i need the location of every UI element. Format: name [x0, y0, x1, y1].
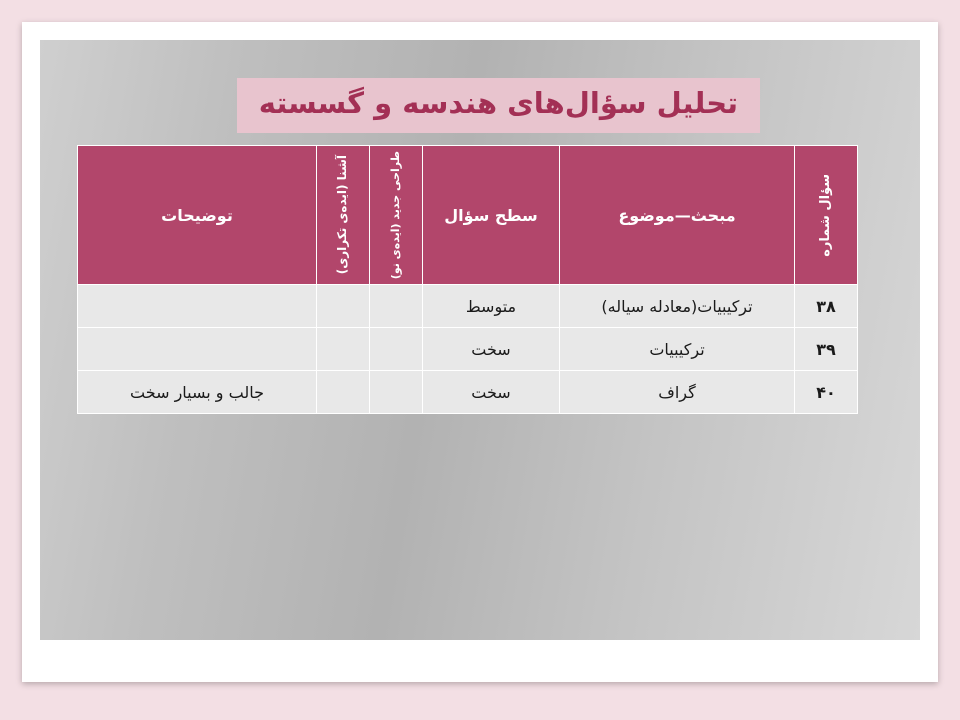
cell-familiar	[317, 328, 370, 371]
analysis-table-container	[108, 145, 858, 414]
cell-level: سخت	[423, 328, 560, 371]
column-header-number: سؤال شماره	[795, 146, 858, 285]
cell-level: سخت	[423, 371, 560, 414]
cell-familiar	[317, 371, 370, 414]
table-header	[78, 146, 858, 285]
cell-notes	[78, 328, 317, 371]
title-container	[250, 78, 760, 133]
cell-topic: ترکیبیات(معادله سیاله)	[560, 285, 795, 328]
column-header-familiar: آشنا (ایده‌ی تکراری)	[317, 146, 370, 285]
table-body	[78, 285, 858, 414]
cell-notes	[78, 285, 317, 328]
cell-new-design	[370, 285, 423, 328]
cell-level: متوسط	[423, 285, 560, 328]
page-title: تحلیل سؤال‌های هندسه و گسسته	[237, 78, 760, 133]
table-header-row	[78, 146, 858, 285]
slide	[22, 22, 938, 682]
table-row	[78, 371, 858, 414]
slide-content-area	[40, 40, 920, 640]
cell-new-design	[370, 371, 423, 414]
analysis-table	[77, 145, 858, 414]
cell-topic: ترکیبیات	[560, 328, 795, 371]
cell-number: ۳۸	[795, 285, 858, 328]
cell-new-design	[370, 328, 423, 371]
column-header-notes: توضیحات	[78, 146, 317, 285]
column-header-level: سطح سؤال	[423, 146, 560, 285]
column-header-new-design: طراحی جدید (ایده‌ی نو)	[370, 146, 423, 285]
column-header-topic: مبحث—موضوع	[560, 146, 795, 285]
table-row	[78, 285, 858, 328]
cell-familiar	[317, 285, 370, 328]
table-row	[78, 328, 858, 371]
cell-number: ۴۰	[795, 371, 858, 414]
cell-topic: گراف	[560, 371, 795, 414]
cell-number: ۳۹	[795, 328, 858, 371]
cell-notes: جالب و بسیار سخت	[78, 371, 317, 414]
